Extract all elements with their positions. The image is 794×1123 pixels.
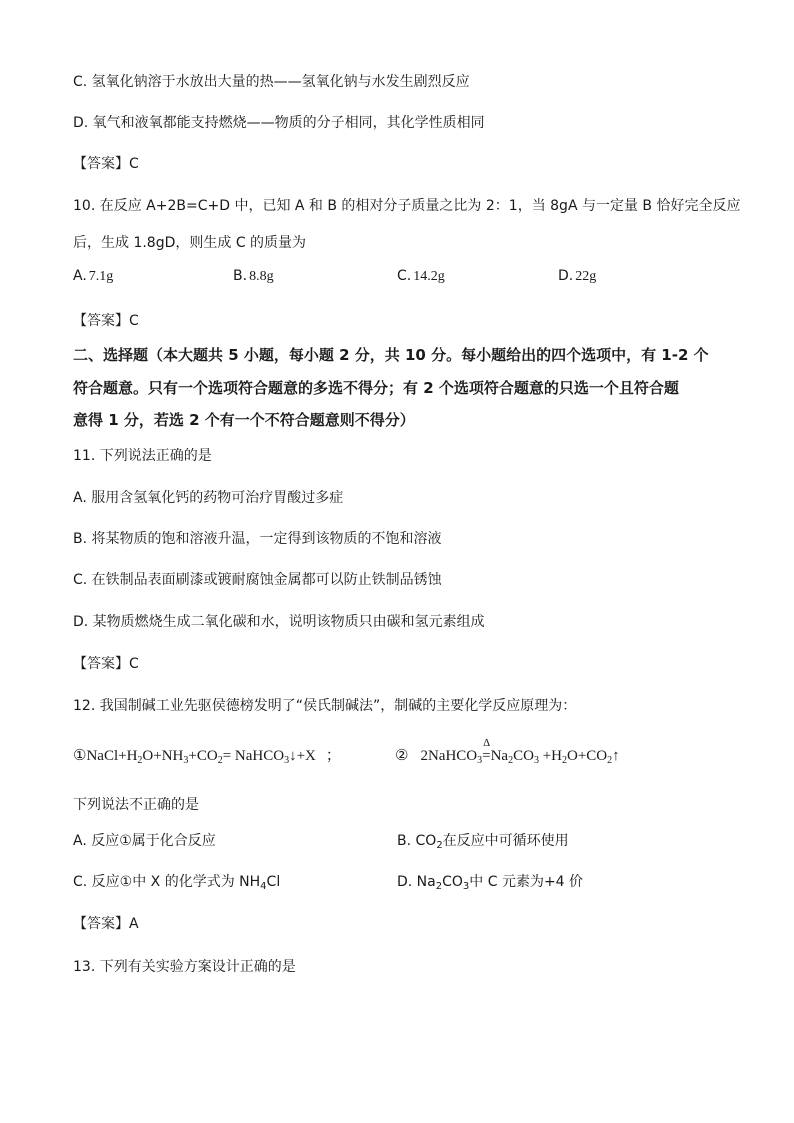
q12-option-a: A. 反应①属于化合反应 (73, 833, 216, 849)
formula-separator: ； (325, 748, 341, 764)
equation-label: ① (73, 748, 87, 764)
formula-text: = (482, 748, 491, 764)
answer-tag: 【答案】 (73, 656, 129, 672)
q12-option-b (397, 831, 569, 856)
option-letter: A. (73, 268, 87, 284)
q9-option-d: D. 氧气和液氧都能支持燃烧——物质的分子相同，其化学性质相同 (73, 115, 485, 131)
answer-value: C (129, 313, 139, 329)
option-value: 8.8g (249, 269, 274, 284)
q10-option-d (558, 266, 596, 287)
option-text: Cl (266, 874, 281, 890)
option-text: CO (442, 874, 463, 890)
delta-icon: Δ (483, 737, 491, 749)
equation-label: ② (395, 748, 409, 764)
q11-option-c: C. 在铁制品表面刷漆或镀耐腐蚀金属都可以防止铁制品锈蚀 (73, 572, 442, 588)
formula-subscript: 3 (284, 755, 290, 766)
formula-text: +H (538, 748, 562, 764)
option-value: 14.2g (413, 269, 445, 284)
option-text: 在反应中可循环使用 (442, 833, 569, 849)
formula-subscript: 3 (477, 755, 483, 766)
q12-option-c (73, 872, 280, 897)
q12-stem: 12. 我国制碱工业先驱侯德榜发明了“侯氏制碱法”，制碱的主要化学反应原理为： (73, 698, 577, 714)
formula-text: +CO (188, 748, 218, 764)
answer-tag: 【答案】 (73, 156, 129, 172)
q13-stem: 13. 下列有关实验方案设计正确的是 (73, 959, 296, 975)
option-letter: B. (233, 268, 248, 284)
q11-option-b: B. 将某物质的饱和溶液升温，一定得到该物质的不饱和溶液 (73, 531, 442, 547)
formula-subscript: 2 (561, 755, 567, 766)
heating-equals-sign (482, 737, 491, 767)
option-value: 22g (575, 269, 597, 284)
answer-tag: 【答案】 (73, 916, 129, 932)
formula-text: ↑ (612, 748, 620, 764)
q10-stem-line2: 后，生成 1.8gD，则生成 C 的质量为 (73, 235, 307, 251)
q12-option-d (397, 872, 583, 897)
option-value: 7.1g (88, 269, 114, 284)
q10-stem-line1: 10. 在反应 A+2B=C+D 中，已知 A 和 B 的相对分子质量之比为 2：1，当 8gA 与一定量 B 恰好完全反应 (73, 198, 741, 214)
formula-subscript: 2 (137, 755, 143, 766)
option-text: C. 反应①中 X 的化学式为 NH (73, 874, 261, 890)
option-text: 中 C 元素为+4 价 (469, 874, 584, 890)
q11-answer (73, 654, 139, 674)
formula-subscript: 2 (607, 755, 613, 766)
q9-answer (73, 154, 139, 174)
formula-text: ↓+X (289, 748, 316, 764)
q10-option-c (397, 266, 445, 287)
q12-prompt: 下列说法不正确的是 (73, 797, 199, 813)
formula-text: Na (490, 748, 509, 764)
formula-text: 2NaHCO (420, 748, 478, 764)
formula-text: = NaHCO (222, 748, 285, 764)
option-letter: D. (558, 268, 574, 284)
q11-option-a: A. 服用含氢氧化钙的药物可治疗胃酸过多症 (73, 490, 344, 506)
answer-tag: 【答案】 (73, 313, 129, 329)
q11-option-d: D. 某物质燃烧生成二氧化碳和水，说明该物质只由碳和氢元素组成 (73, 614, 485, 630)
q10-answer (73, 311, 139, 331)
answer-value: C (129, 156, 139, 172)
option-text: B. CO (397, 833, 437, 849)
formula-subscript: 2 (436, 840, 443, 851)
formula-subscript: 3 (533, 755, 539, 766)
formula-subscript: 2 (217, 755, 223, 766)
formula-subscript: 2 (508, 755, 514, 766)
section2-heading-line3: 意得 1 分，若选 2 个有一个不符合题意则不得分） (73, 411, 415, 429)
q9-option-c: C. 氢氧化钠溶于水放出大量的热——氢氧化钠与水发生剧烈反应 (73, 74, 470, 90)
option-letter: C. (397, 268, 412, 284)
q12-equation-2 (395, 737, 620, 772)
q10-option-a (73, 266, 113, 287)
q11-stem: 11. 下列说法正确的是 (73, 448, 212, 464)
section2-heading-line2: 符合题意。只有一个选项符合题意的多选不得分；有 2 个选项符合题意的只选一个且符合题 (73, 379, 679, 397)
section2-heading-line1: 二、选择题（本大题共 5 小题，每小题 2 分，共 10 分。每小题给出的四个选项中，有 1-2 个 (73, 346, 709, 364)
formula-text: NaCl+H (86, 748, 138, 764)
formula-text: CO (513, 748, 534, 764)
option-text: D. Na (397, 874, 436, 890)
q10-option-b (233, 266, 274, 287)
formula-subscript: 3 (183, 755, 189, 766)
formula-text: O+CO (566, 748, 608, 764)
q12-answer (73, 914, 139, 934)
formula-subscript: 4 (260, 881, 267, 892)
formula-subscript: 3 (462, 881, 470, 892)
q12-equation-1 (73, 745, 341, 772)
answer-value: A (129, 916, 139, 932)
formula-text: O+NH (142, 748, 184, 764)
formula-subscript: 2 (435, 881, 443, 892)
answer-value: C (129, 656, 139, 672)
